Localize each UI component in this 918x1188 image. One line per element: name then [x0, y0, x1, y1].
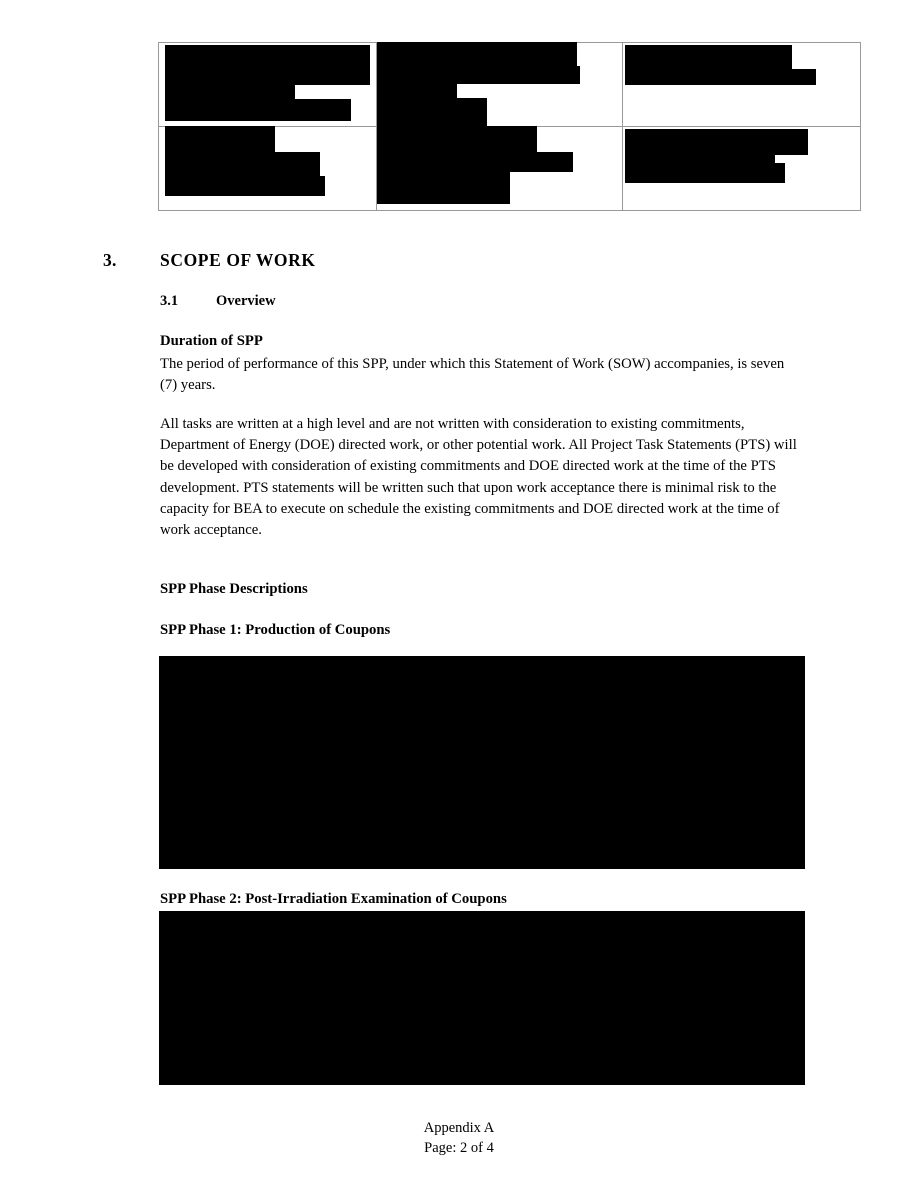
table-cell	[159, 43, 377, 127]
table-cell	[377, 127, 623, 211]
table-cell	[159, 127, 377, 211]
footer-appendix: Appendix A	[423, 1120, 495, 1136]
redaction-bar	[625, 69, 816, 85]
table-row	[159, 127, 861, 211]
table-cell	[623, 43, 861, 127]
redacted-table	[158, 42, 861, 211]
redaction-bar	[165, 176, 325, 196]
redaction-bar	[377, 152, 573, 172]
redaction-bar	[377, 84, 457, 98]
redaction-bar	[625, 45, 792, 69]
body-paragraph: All tasks are written at a high level and are not written with consideration to existing commitments, Department of Energy (DOE) directed work, or other potential work. All Project Task Statements (PTS) will be developed with consideration of existing commitments and DOE directed work at the time of the PTS development. PTS statements will be written such that upon work acceptance there is minimal risk to the capacity for BEA to execute on schedule the existing commitments and DOE directed work at the time of work acceptance.	[160, 416, 797, 539]
redaction-bar	[165, 126, 275, 152]
duration-heading: Duration of SPP	[160, 333, 263, 349]
redacted-block-phase-2	[159, 911, 805, 1085]
redaction-bar	[377, 42, 577, 66]
table-cell	[623, 127, 861, 211]
redaction-bar	[377, 98, 487, 126]
redaction-bar	[377, 172, 510, 204]
footer-page-number: Page: 2 of 4	[424, 1140, 494, 1156]
redacted-block-phase-1	[159, 656, 805, 869]
phase-1-heading: SPP Phase 1: Production of Coupons	[160, 622, 391, 638]
phase-2-heading: SPP Phase 2: Post-Irradiation Examination of Coupons	[160, 891, 507, 907]
redaction-bar	[625, 155, 775, 163]
redaction-bar	[165, 45, 370, 85]
subsection-number: 3.1	[160, 293, 179, 309]
redaction-bar	[165, 152, 320, 176]
section-title: SCOPE OF WORK	[160, 250, 316, 270]
redaction-bar	[377, 66, 580, 84]
redaction-bar	[165, 85, 295, 99]
redaction-bar	[165, 99, 351, 121]
table-row	[159, 43, 861, 127]
table-cell	[377, 43, 623, 127]
redaction-bar	[625, 129, 808, 155]
duration-text: The period of performance of this SPP, under which this Statement of Work (SOW) accompanies, is seven (7) years.	[160, 356, 785, 394]
phase-descriptions-heading: SPP Phase Descriptions	[160, 581, 308, 597]
redaction-bar	[625, 163, 785, 183]
subsection-title: Overview	[216, 293, 276, 309]
section-number: 3.	[103, 250, 117, 270]
redaction-bar	[377, 126, 537, 152]
